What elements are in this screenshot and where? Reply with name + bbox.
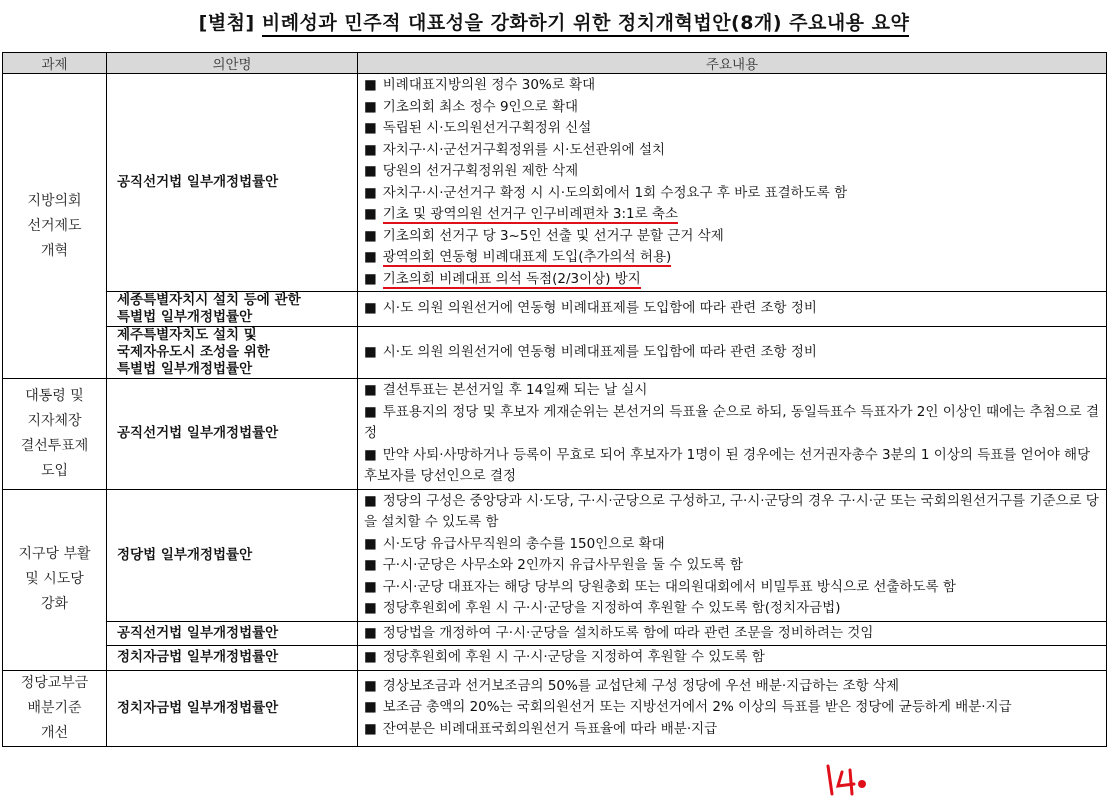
content-cell — [358, 670, 1107, 746]
content-cell — [358, 292, 1107, 327]
topic-line: 도입 — [40, 462, 69, 479]
content-item: ■ 기초 및 광역의원 선거구 인구비례편차 3:1로 축소 — [364, 206, 679, 222]
content-item: ■ 광역의회 연동형 비례대표제 도입(추가의석 허용) — [364, 249, 672, 265]
title-main: 비례성과 민주적 대표성을 강화하기 위한 정치개혁법안(8개) 주요내용 요약 — [262, 12, 910, 37]
bill-name: 정당법 일부개정법률안 — [117, 546, 253, 563]
content-item: ■ 구·시·군당은 사무소와 2인까지 유급사무원을 둘 수 있도록 함 — [364, 557, 743, 573]
bill-name: 정치자금법 일부개정법률안 — [117, 649, 279, 666]
bill-name: 공직선거법 일부개정법률안 — [117, 425, 279, 442]
bill-name: 세종특별자치시 설치 등에 관한 — [117, 292, 301, 308]
topic-cell — [3, 670, 107, 746]
content-item: ■ 구·시·군당 대표자는 해당 당부의 당원총회 또는 대의원대회에서 비밀투표 방식으로 선출하도록 함 — [364, 578, 956, 595]
summary-table — [2, 52, 1107, 747]
title-prefix: [별첨] — [198, 12, 255, 34]
bill-name-cell — [107, 621, 358, 646]
bill-name-cell — [107, 489, 358, 621]
content-item: ■ 기초의회 최소 정수 9인으로 확대 — [364, 98, 579, 115]
content-item: ■ 기초의회 비례대표 의석 독점(2/3이상) 방지 — [364, 270, 641, 287]
content-item: ■ 독립된 시·도의원선거구획정위 신설 — [364, 120, 592, 136]
handwritten-mark — [822, 760, 872, 800]
content-item: ■ 만약 사퇴·사망하거나 등록이 무효로 되어 후보자가 1명이 된 경우에는 선거권자총수 3분의 1 이상의 득표를 얻어야 해당 후보자를 당선인으로 결정 — [364, 446, 1091, 484]
content-item: ■ 결선투표는 본선거일 후 14일째 되는 날 실시 — [364, 382, 648, 398]
content-cell — [358, 489, 1107, 621]
table-header-row — [3, 53, 1107, 74]
content-cell — [358, 646, 1107, 671]
table-row — [3, 621, 1107, 646]
content-item: ■ 시·도 의원 의원선거에 연동형 비례대표제를 도입함에 따라 관련 조항 정비 — [364, 300, 817, 317]
content-item: ■ 잔여분은 비례대표국회의원선거 득표율에 따라 배분·지급 — [364, 720, 718, 737]
content-item: ■ 시·도당 유급사무직원의 총수를 150인으로 확대 — [364, 535, 665, 552]
bill-name-cell — [107, 670, 358, 746]
bill-name: 공직선거법 일부개정법률안 — [117, 624, 279, 641]
topic-line: 및 시도당 — [25, 571, 84, 587]
table-row — [3, 670, 1107, 746]
content-item: ■ 기초의회 선거구 당 3~5인 선출 및 선거구 분할 근거 삭제 — [364, 227, 724, 244]
content-cell — [358, 74, 1107, 292]
content-cell — [358, 621, 1107, 646]
topic-line: 지구당 부활 — [18, 546, 91, 562]
topic-cell — [3, 74, 107, 379]
topic-line: 대통령 및 — [25, 387, 84, 404]
content-item: ■ 정당법을 개정하여 구·시·군당을 설치하도록 함에 따라 관련 조문을 정비하려는 것임 — [364, 624, 874, 641]
topic-line: 개선 — [40, 724, 69, 741]
bill-name-cell — [107, 292, 358, 327]
bill-name: 공직선거법 일부개정법률안 — [117, 174, 279, 190]
table-row — [3, 327, 1107, 379]
bill-name: 정치자금법 일부개정법률안 — [117, 699, 279, 716]
document-title — [0, 8, 1108, 35]
topic-line: 정당교부금 — [20, 674, 89, 691]
content-item: ■ 보조금 총액의 20%는 국회의원선거 또는 지방선거에서 2% 이상의 득표를 받은 정당에 균등하게 배분·지급 — [364, 699, 1012, 716]
table-row — [3, 292, 1107, 327]
table-row — [3, 379, 1107, 490]
topic-cell — [3, 489, 107, 670]
content-item: ■ 정당의 구성은 중앙당과 시·도당, 구·시·군당으로 구성하고, 구·시·군당의 경우 구·시·군 또는 국회의원선거구를 기준으로 당을 설치할 수 있도록 함 — [364, 492, 1099, 530]
bill-name-cell — [107, 646, 358, 671]
content-item: ■ 자치구·시·군선거구 확정 시 시·도의회에서 1회 수정요구 후 바로 표결하도록 함 — [364, 184, 848, 201]
bill-name: 특별법 일부개정법률안 — [117, 309, 253, 325]
topic-line: 결선투표제 — [20, 437, 89, 454]
topic-line: 배분기준 — [27, 699, 82, 716]
topic-cell — [3, 379, 107, 490]
content-item: ■ 정당후원회에 후원 시 구·시·군당을 지정하여 후원할 수 있도록 함(정치자금법) — [364, 600, 841, 616]
table-row — [3, 646, 1107, 671]
bill-name-cell — [107, 74, 358, 292]
content-item: ■ 시·도 의원 의원선거에 연동형 비례대표제를 도입함에 따라 관련 조항 정비 — [364, 343, 817, 360]
table-row — [3, 489, 1107, 621]
bill-name-cell — [107, 327, 358, 379]
bill-name: 국제자유도시 조성을 위한 — [117, 344, 270, 360]
bill-name-cell — [107, 379, 358, 490]
content-item: ■ 자치구·시·군선거구획정위를 시·도선관위에 설치 — [364, 141, 666, 158]
content-item: ■ 정당후원회에 후원 시 구·시·군당을 지정하여 후원할 수 있도록 함 — [364, 649, 765, 665]
topic-line: 지방의회 — [27, 192, 82, 209]
content-item: ■ 경상보조금과 선거보조금의 50%를 교섭단체 구성 정당에 우선 배분·지급하는 조항 삭제 — [364, 677, 900, 694]
content-item: ■ 당원의 선거구획정위원 제한 삭제 — [364, 163, 579, 179]
content-cell — [358, 327, 1107, 379]
header-topic: 과제 — [3, 53, 107, 74]
bill-name: 제주특별자치도 설치 및 — [117, 327, 257, 343]
topic-line: 지자체장 — [27, 412, 82, 429]
header-main-content: 주요내용 — [358, 53, 1107, 74]
content-cell — [358, 379, 1107, 490]
table-row — [3, 74, 1107, 292]
content-item: ■ 비례대표지방의원 정수 30%로 확대 — [364, 77, 596, 93]
topic-line: 선거제도 — [27, 217, 82, 234]
topic-line: 강화 — [40, 596, 69, 612]
topic-line: 개혁 — [40, 242, 69, 259]
header-bill-name: 의안명 — [107, 53, 358, 74]
content-item: ■ 투표용지의 정당 및 후보자 게재순위는 본선거의 득표율 순으로 하되, 동일득표수 득표자가 2인 이상인 때에는 추첨으로 결정 — [364, 403, 1100, 441]
bill-name: 특별법 일부개정법률안 — [117, 361, 253, 377]
